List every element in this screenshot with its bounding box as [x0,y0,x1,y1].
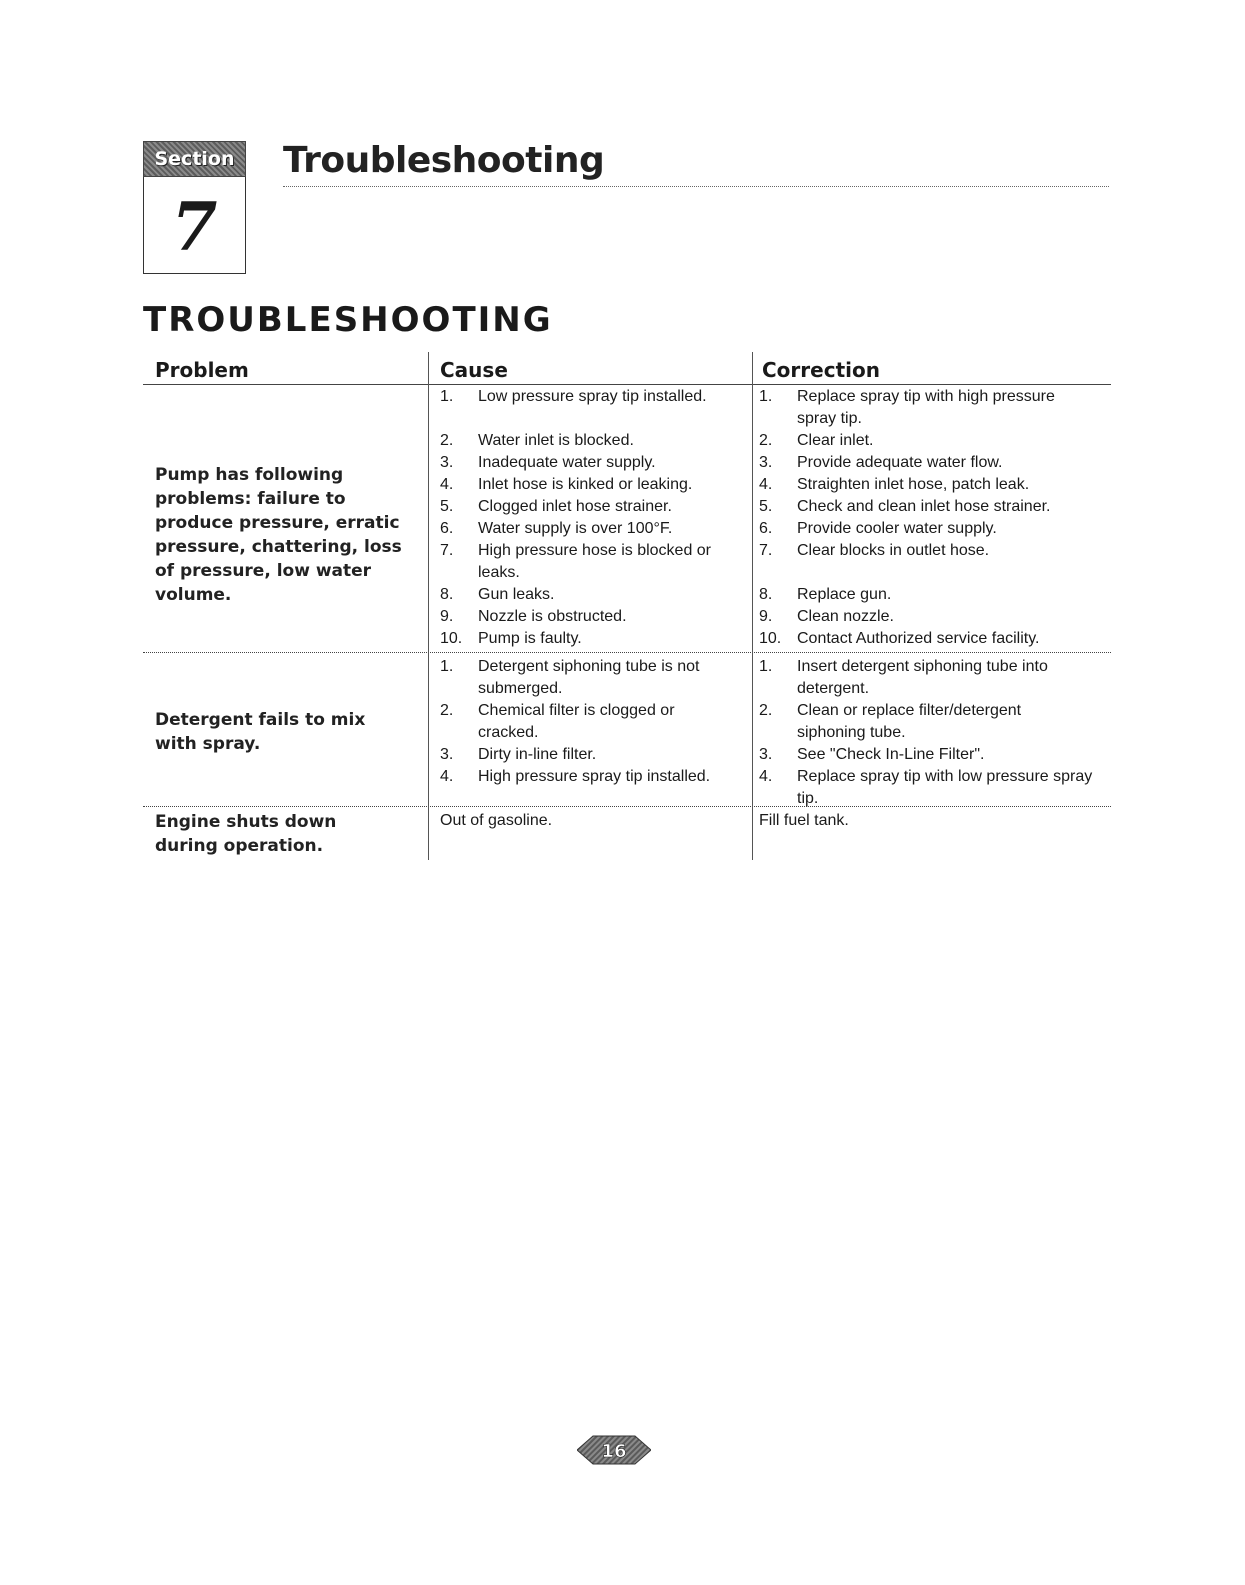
page-heading: Troubleshooting [283,140,605,181]
problem-text: Engine shuts down during operation. [155,812,337,856]
section-number: 7 [143,177,246,274]
problem-text: Pump has following problems: failure to produce pressure, erratic pressure, chattering, loss of pressure, low water volume. [155,465,402,605]
section-label: Section [143,141,246,177]
column-divider [428,352,429,860]
page-title: TROUBLESHOOTING [143,300,553,340]
page-number: 16 [601,1441,627,1462]
section-badge [143,141,246,274]
problem-column-header: Problem [155,358,249,382]
cause-text: Out of gasoline. [440,812,553,829]
row-divider [143,652,1111,653]
problem-text: Detergent fails to mix with spray. [155,710,366,754]
page-number-badge [577,1432,651,1468]
header-divider [143,384,1111,385]
correction-text: Fill fuel tank. [759,812,849,829]
correction-column-header: Correction [762,358,880,382]
column-divider [752,352,753,860]
heading-rule [283,186,1109,187]
cause-column-header: Cause [440,358,508,382]
